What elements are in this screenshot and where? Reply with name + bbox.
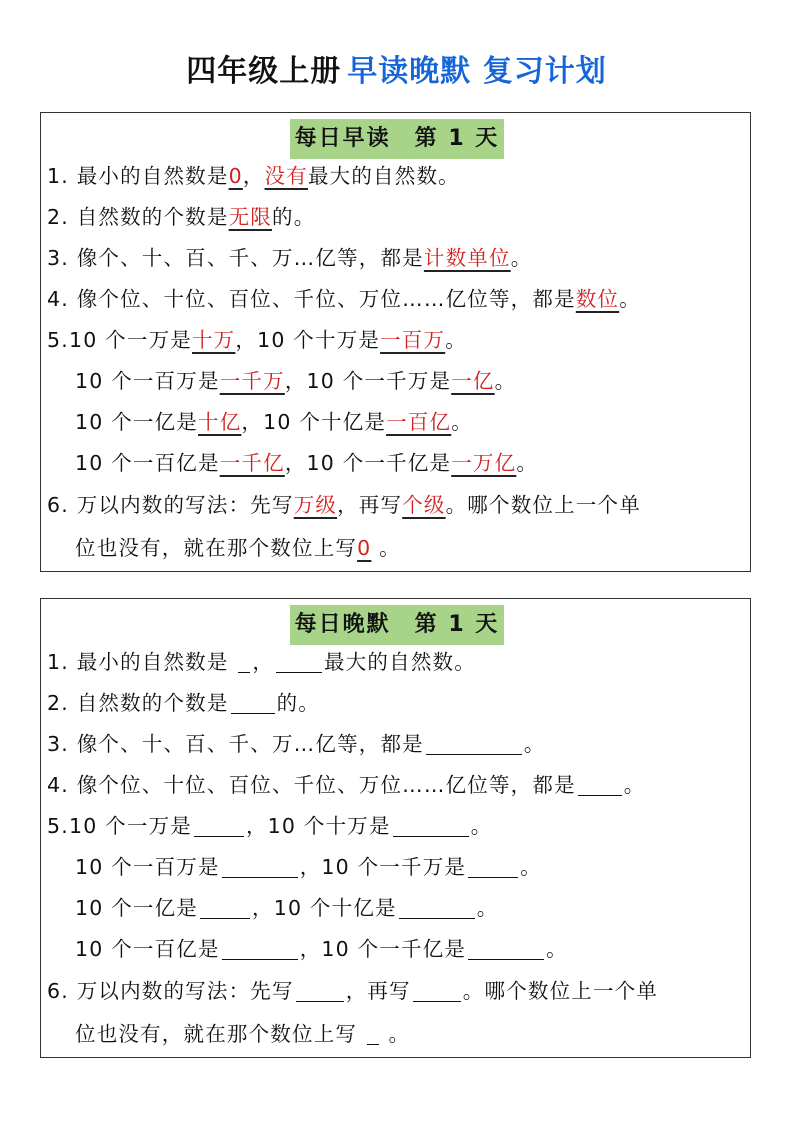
evening-line-6	[75, 850, 542, 884]
item-number: 4.	[47, 287, 69, 311]
text: ，10 个十万是	[235, 328, 381, 352]
text: 。	[520, 855, 542, 879]
item-number: 1.	[47, 164, 69, 188]
answer: 十万	[191, 328, 236, 352]
text: ，再写	[345, 979, 411, 1003]
blank[interactable]	[231, 689, 275, 714]
text: 。	[388, 1022, 411, 1046]
blank[interactable]	[578, 771, 622, 796]
morning-line-9	[47, 488, 641, 522]
evening-line-7	[75, 891, 498, 925]
text: ，	[252, 650, 275, 674]
morning-line-3	[47, 241, 532, 275]
morning-line-7	[75, 405, 473, 439]
answer: 0	[357, 536, 372, 560]
answer: 一万亿	[451, 451, 517, 475]
answer: 十亿	[198, 410, 242, 434]
blank[interactable]	[399, 894, 475, 919]
blank[interactable]	[468, 853, 518, 878]
item-number: 3.	[47, 246, 69, 270]
text: 位也没有，就在那个数位上写	[75, 1022, 358, 1046]
text: 。	[379, 536, 401, 560]
text: 。	[445, 328, 467, 352]
page-title	[0, 52, 793, 92]
item-number: 2.	[47, 205, 69, 229]
text: 最大的自然数。	[307, 164, 460, 188]
answer: 数位	[575, 287, 620, 311]
title-plan: 早读晚默 复习计划	[347, 54, 607, 89]
text: ，10 个一千万是	[284, 369, 452, 393]
text: ，10 个一千亿是	[284, 451, 452, 475]
blank[interactable]	[468, 935, 544, 960]
evening-header: 每日晚默 第 1 天	[290, 605, 504, 645]
item-number: 6.	[47, 979, 69, 1003]
text: 像个位、十位、百位、千位、万位……亿位等，都是	[76, 287, 576, 311]
title-grade: 四年级上册	[186, 54, 342, 89]
answer: 0	[228, 164, 243, 188]
text: 的。	[272, 205, 316, 229]
answer: 一百万	[380, 328, 446, 352]
morning-header: 每日早读 第 1 天	[290, 119, 504, 159]
evening-line-3	[47, 727, 546, 761]
morning-line-8	[75, 446, 538, 480]
item-number: 6.	[47, 493, 69, 517]
answer: 计数单位	[423, 246, 511, 270]
text: 。	[546, 937, 568, 961]
blank[interactable]	[276, 648, 322, 673]
answer: 没有	[264, 164, 308, 188]
blank[interactable]	[222, 935, 298, 960]
blank[interactable]	[238, 648, 250, 673]
morning-line-10	[75, 531, 401, 565]
text: ，10 个一千亿是	[299, 937, 467, 961]
text: 。	[516, 451, 539, 475]
item-number: 5.	[47, 814, 69, 838]
text: 10 个一百亿是	[75, 937, 220, 961]
answer: 一千万	[219, 369, 285, 393]
answer: 一百亿	[386, 410, 452, 434]
text: 位也没有，就在那个数位上写	[75, 536, 358, 560]
evening-recitation-panel	[40, 598, 751, 1058]
item-number: 3.	[47, 732, 69, 756]
text: 最小的自然数是	[76, 164, 229, 188]
text: 10 个一百亿是	[75, 451, 220, 475]
text: ，10 个十万是	[245, 814, 391, 838]
item-number: 5.	[47, 328, 69, 352]
text: 最小的自然数是	[76, 650, 229, 674]
text: 。哪个数位上一个单	[445, 493, 641, 517]
blank[interactable]	[367, 1020, 379, 1045]
text: 10 个一亿是	[75, 896, 199, 920]
answer: 无限	[228, 205, 272, 229]
answer: 一千亿	[219, 451, 285, 475]
text: 万以内数的写法：先写	[76, 979, 294, 1003]
text: 。	[451, 410, 473, 434]
blank[interactable]	[413, 977, 461, 1002]
text: 像个、十、百、千、万…亿等，都是	[76, 246, 424, 270]
text: 自然数的个数是	[76, 691, 229, 715]
item-number: 2.	[47, 691, 69, 715]
text: 。	[494, 369, 517, 393]
evening-line-9	[47, 974, 658, 1008]
morning-line-2	[47, 200, 315, 234]
text: ，10 个一千万是	[299, 855, 467, 879]
morning-line-1	[47, 159, 460, 193]
evening-line-1	[47, 645, 476, 679]
text: 。	[476, 896, 499, 920]
text: ，再写	[337, 493, 403, 517]
morning-line-4	[47, 282, 641, 316]
morning-reading-panel	[40, 112, 751, 572]
evening-line-8	[75, 932, 568, 966]
answer: 一亿	[451, 369, 495, 393]
text: 。	[470, 814, 493, 838]
item-number: 1.	[47, 650, 69, 674]
text: ，10 个十亿是	[241, 410, 387, 434]
blank[interactable]	[222, 853, 298, 878]
evening-line-4	[47, 768, 646, 802]
evening-line-5	[47, 809, 492, 843]
evening-line-10	[75, 1017, 410, 1051]
text: 10 个一万是	[68, 814, 192, 838]
text: 。	[510, 246, 533, 270]
text: 像个、十、百、千、万…亿等，都是	[76, 732, 424, 756]
morning-line-6	[75, 364, 516, 398]
text: 最大的自然数。	[324, 650, 476, 674]
answer: 万级	[293, 493, 338, 517]
item-number: 4.	[47, 773, 69, 797]
text: 万以内数的写法：先写	[76, 493, 294, 517]
text: 10 个一百万是	[75, 855, 220, 879]
text: 。哪个数位上一个单	[462, 979, 659, 1003]
text: 像个位、十位、百位、千位、万位……亿位等，都是	[76, 773, 576, 797]
answer: 个级	[402, 493, 446, 517]
text: 10 个一亿是	[75, 410, 199, 434]
blank[interactable]	[393, 812, 469, 837]
evening-line-2	[47, 686, 320, 720]
text: 。	[623, 773, 646, 797]
text: 自然数的个数是	[76, 205, 229, 229]
blank[interactable]	[296, 977, 344, 1002]
text: 。	[523, 732, 546, 756]
blank[interactable]	[200, 894, 250, 919]
text: 。	[619, 287, 641, 311]
blank[interactable]	[194, 812, 244, 837]
morning-line-5	[47, 323, 467, 357]
text: 10 个一百万是	[75, 369, 220, 393]
text: ，	[242, 164, 265, 188]
text: 10 个一万是	[68, 328, 192, 352]
blank[interactable]	[426, 730, 522, 755]
text: ，10 个十亿是	[252, 896, 397, 920]
text: 的。	[276, 691, 320, 715]
